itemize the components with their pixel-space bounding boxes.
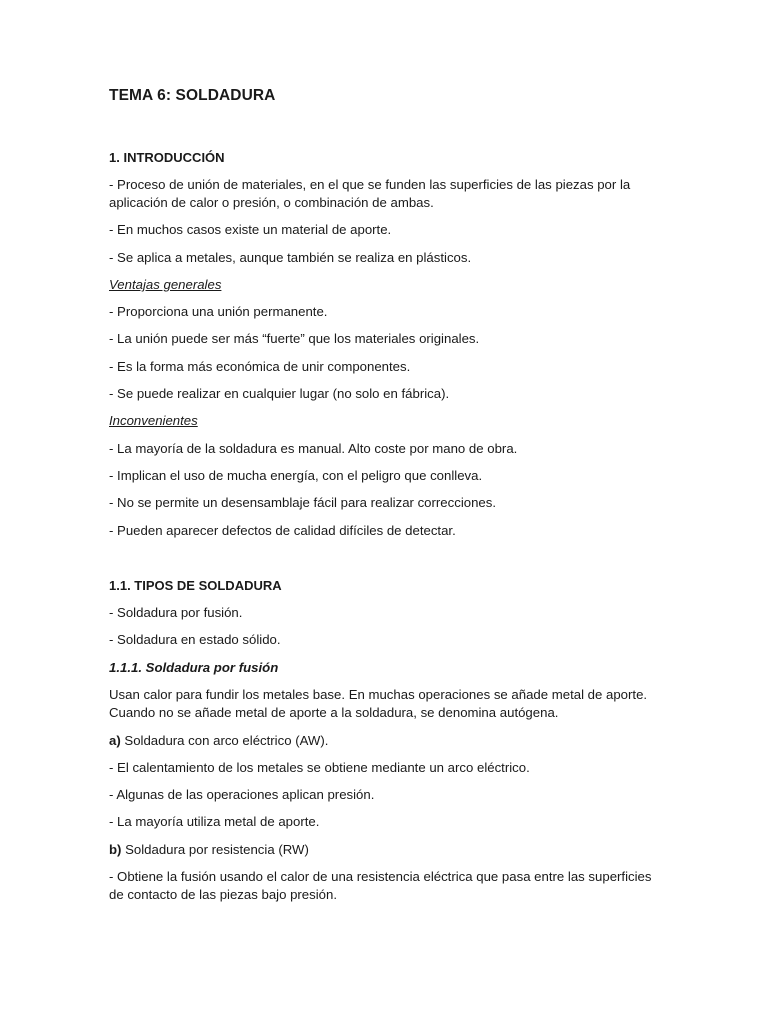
types-item: - Soldadura por fusión. [109, 605, 243, 620]
item-b-text: Soldadura por resistencia (RW) [121, 842, 309, 857]
item-a-detail: - El calentamiento de los metales se obtiene mediante un arco eléctrico. [109, 760, 530, 775]
item-b-label: b) [109, 842, 122, 857]
item-b-detail: - Obtiene la fusión usando el calor de una resistencia eléctrica que pasa entre las superficies de contacto de las piezas bajo presión. [109, 869, 652, 902]
item-a-label: a) [109, 733, 121, 748]
item-a-detail: - La mayoría utiliza metal de aporte. [109, 814, 320, 829]
fusion-intro: Usan calor para fundir los metales base. En muchas operaciones se añade metal de aporte. Cuando no se añade metal de aporte a la soldadura, se denomina autógena. [109, 687, 648, 720]
drawback-item: - Implican el uso de mucha energía, con el peligro que conlleva. [109, 468, 483, 483]
drawback-item: - Pueden aparecer defectos de calidad difíciles de detectar. [109, 523, 456, 538]
intro-paragraph-2: - En muchos casos existe un material de aporte. [109, 222, 392, 237]
intro-paragraph-1: - Proceso de unión de materiales, en el que se funden las superficies de las piezas por la aplicación de calor o presión, o combinación de ambas. [109, 177, 631, 210]
types-item: - Soldadura en estado sólido. [109, 632, 281, 647]
item-a-text: Soldadura con arco eléctrico (AW). [120, 733, 329, 748]
advantage-item: - Es la forma más económica de unir componentes. [109, 359, 411, 374]
advantage-item: - La unión puede ser más “fuerte” que los materiales originales. [109, 331, 480, 346]
advantage-item: - Se puede realizar en cualquier lugar (no solo en fábrica). [109, 386, 450, 401]
drawback-item: - La mayoría de la soldadura es manual. Alto coste por mano de obra. [109, 441, 518, 456]
item-b [109, 841, 669, 859]
advantage-item: - Proporciona una unión permanente. [109, 304, 328, 319]
drawbacks-heading: Inconvenientes [109, 413, 198, 428]
document-title: TEMA 6: SOLDADURA [109, 87, 276, 104]
drawback-item: - No se permite un desensamblaje fácil para realizar correcciones. [109, 495, 497, 510]
types-heading: 1.1. TIPOS DE SOLDADURA [109, 578, 282, 593]
intro-paragraph-3: - Se aplica a metales, aunque también se realiza en plásticos. [109, 250, 472, 265]
advantages-heading: Ventajas generales [109, 277, 222, 292]
item-a-detail: - Algunas de las operaciones aplican presión. [109, 787, 375, 802]
item-a [109, 732, 669, 750]
intro-heading: 1. INTRODUCCIÓN [109, 150, 225, 165]
fusion-subheading: 1.1.1. Soldadura por fusión [109, 660, 279, 675]
